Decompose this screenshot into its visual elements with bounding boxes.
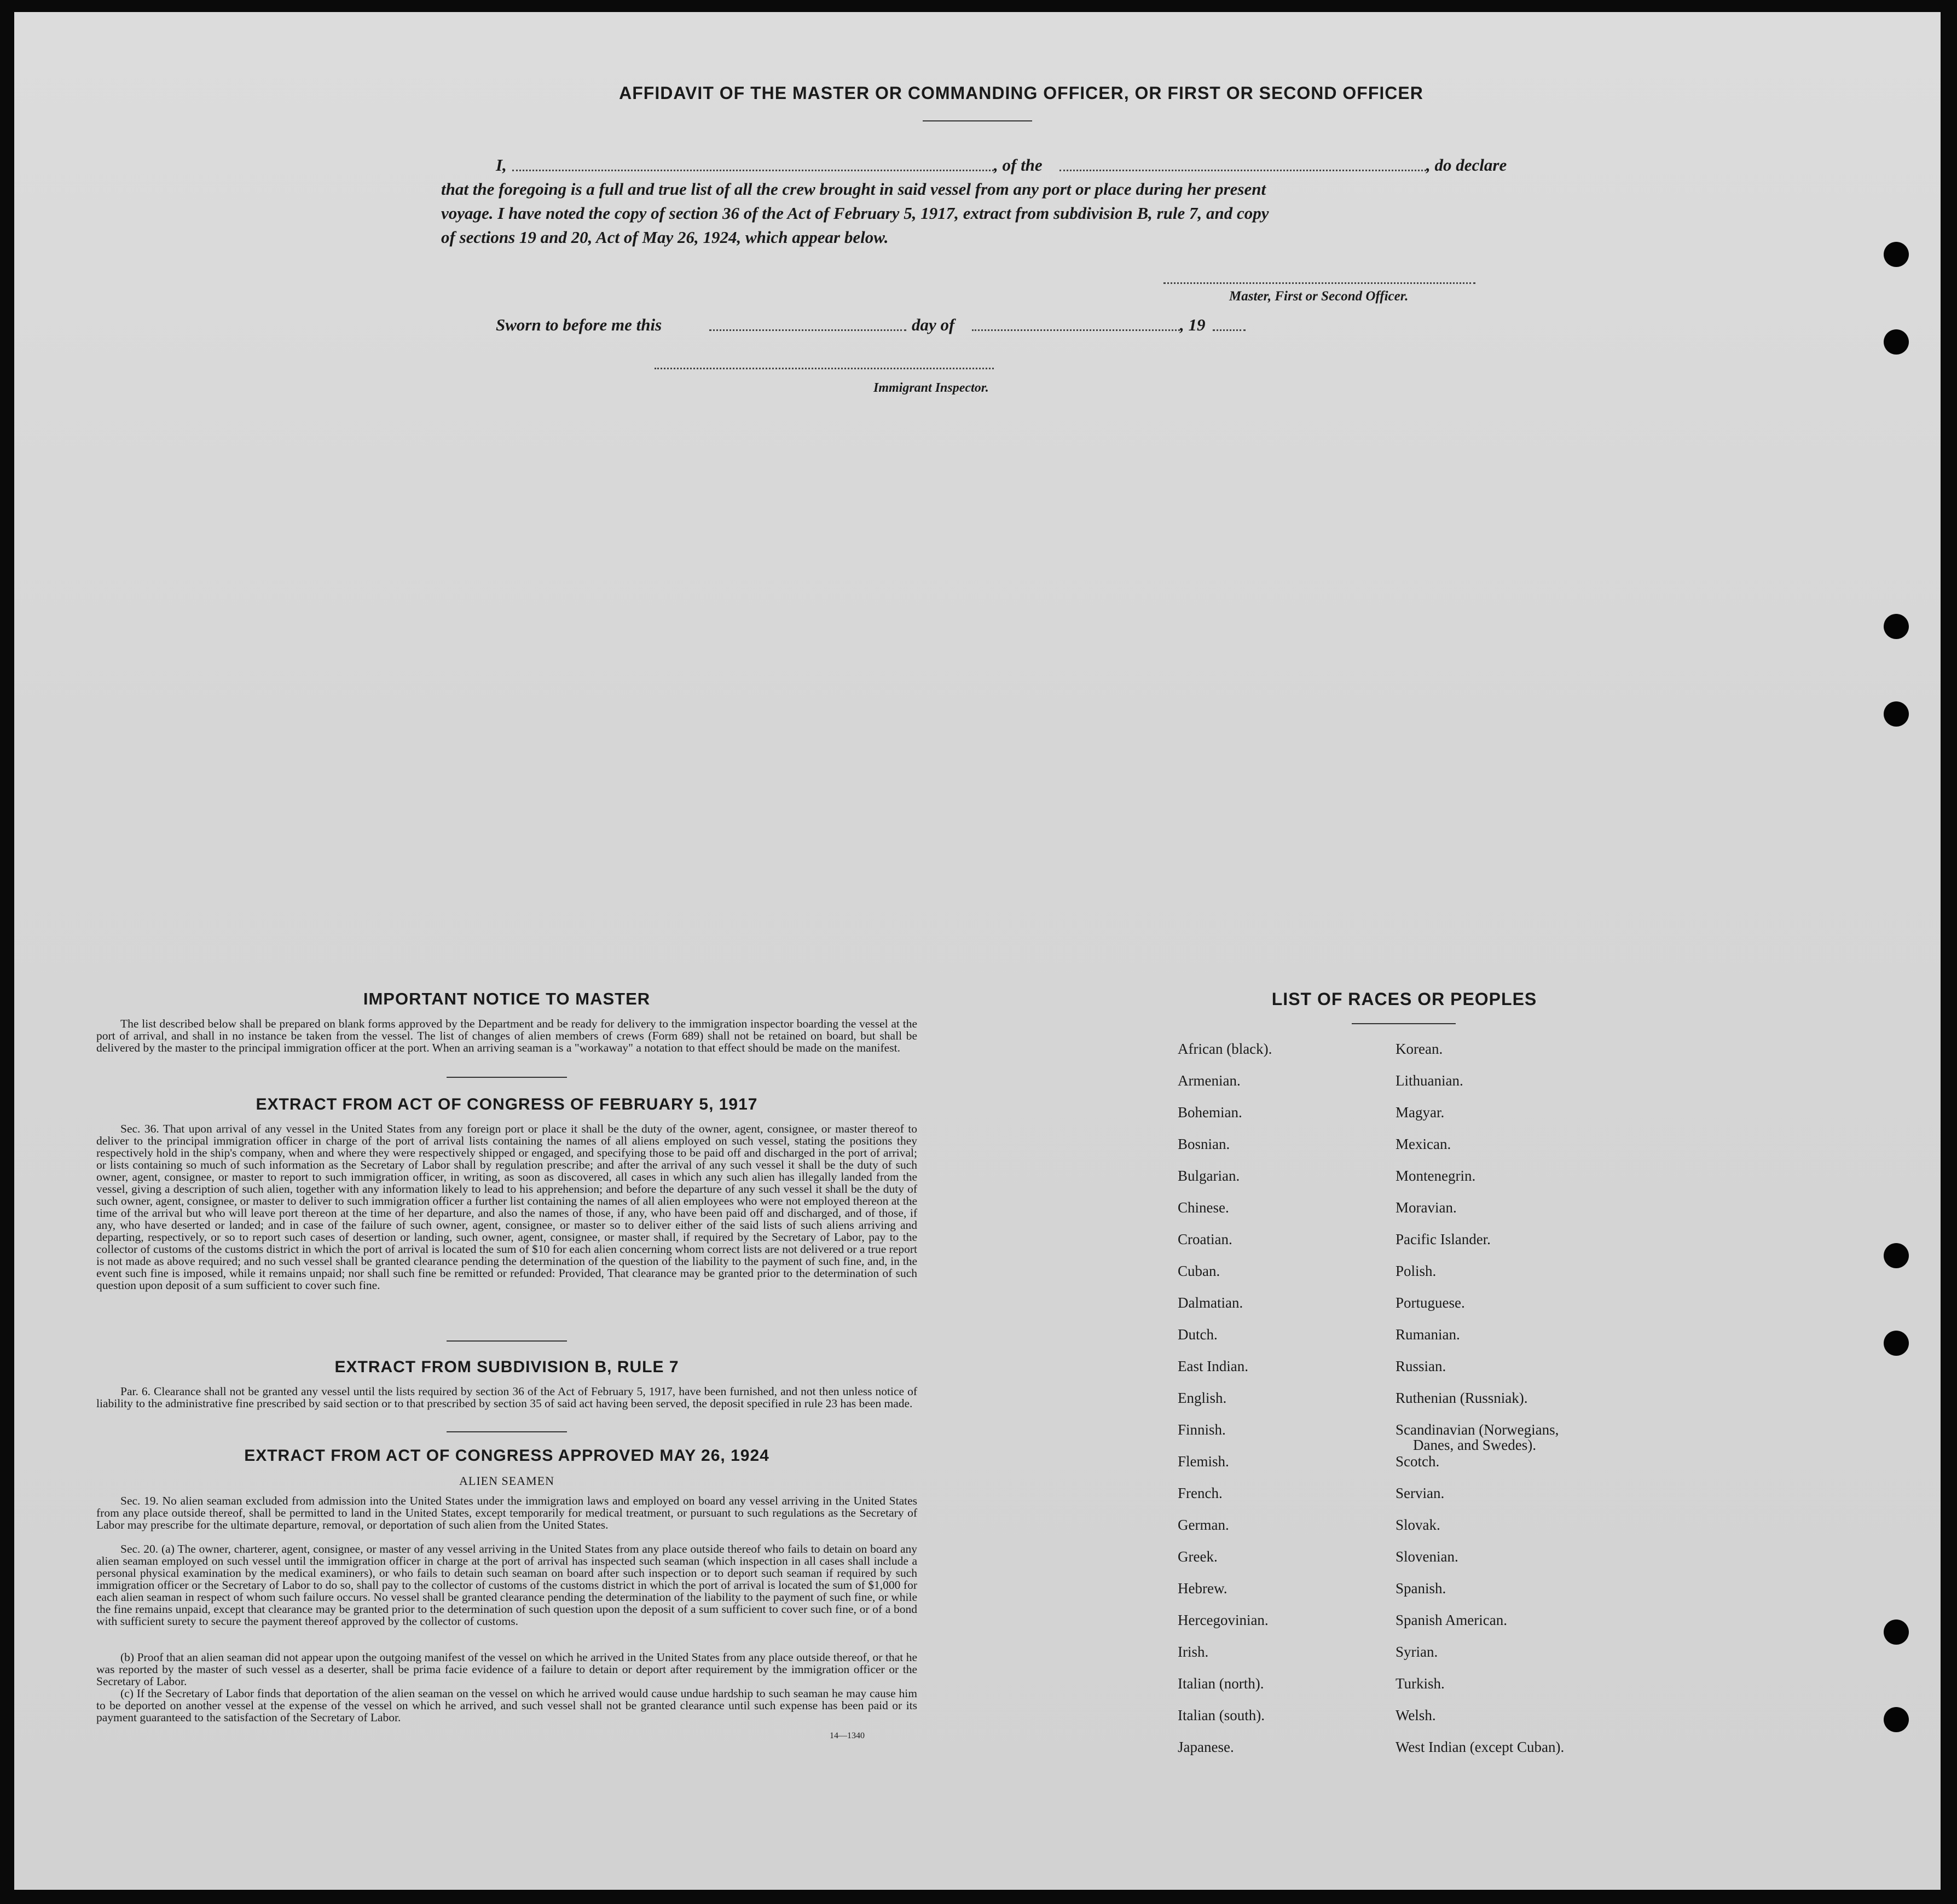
race-item: Italian (north). [1178, 1675, 1264, 1692]
race-item: Ruthenian (Russniak). [1396, 1390, 1528, 1406]
divider [447, 1340, 567, 1342]
race-item: Croatian. [1178, 1231, 1232, 1247]
day-of-label: day of [912, 315, 955, 334]
binder-hole [1884, 1331, 1909, 1356]
race-item: Moravian. [1396, 1199, 1457, 1216]
race-item: Spanish American. [1396, 1612, 1507, 1628]
race-item: Lithuanian. [1396, 1072, 1463, 1089]
vessel-blank[interactable] [1059, 170, 1426, 171]
sworn-day-blank[interactable] [709, 329, 906, 331]
race-item: Magyar. [1396, 1104, 1445, 1121]
race-item: French. [1178, 1485, 1223, 1501]
binder-hole [1884, 1243, 1909, 1268]
race-item: Russian. [1396, 1358, 1446, 1374]
race-item: Dutch. [1178, 1326, 1218, 1343]
divider [447, 1431, 567, 1432]
affidavit-i: I, [496, 155, 507, 175]
race-item: Spanish. [1396, 1580, 1446, 1597]
inspector-label: Immigrant Inspector. [873, 381, 989, 395]
inspector-signature-line[interactable] [655, 368, 994, 369]
race-item: West Indian (except Cuban). [1396, 1739, 1565, 1755]
race-item: German. [1178, 1517, 1229, 1533]
race-item: Finnish. [1178, 1421, 1226, 1438]
race-item: Greek. [1178, 1548, 1218, 1565]
sworn-year-blank[interactable] [1213, 329, 1246, 331]
race-item: Bohemian. [1178, 1104, 1242, 1121]
binder-hole [1884, 701, 1909, 727]
race-item: Bulgarian. [1178, 1168, 1240, 1184]
race-item: Polish. [1396, 1263, 1437, 1279]
year-label: , 19 [1180, 315, 1206, 334]
notice-title: IMPORTANT NOTICE TO MASTER [363, 989, 651, 1008]
form-number: 14—1340 [830, 1731, 865, 1740]
affidavit-do-declare: , do declare [1426, 155, 1507, 175]
binder-hole [1884, 1707, 1909, 1732]
race-item: Scandinavian (Norwegians, [1396, 1421, 1559, 1438]
race-item: Servian. [1396, 1485, 1445, 1501]
rule-7-body: Par. 6. Clearance shall not be granted any vessel until the lists required by section 36 of the Act of February 5, 1917, have been furnished, and not then unless notice of liability to the administrative fine prescribed by said section or to that prescribed by section 35 of said act having been served, the deposit specified in rule 23 has been made. [96, 1385, 917, 1410]
race-item: African (black). [1178, 1041, 1272, 1057]
affidavit-line-3: voyage. I have noted the copy of section 36 of the Act of February 5, 1917, extract from subdivision B, rule 7, and copy [441, 204, 1269, 223]
race-item: Pacific Islander. [1396, 1231, 1491, 1247]
race-item: Hercegovinian. [1178, 1612, 1269, 1628]
sec-20b-body: (b) Proof that an alien seaman did not appear upon the outgoing manifest of the vessel on which he arrived in the United States from any place outside thereof, or that he was reported by the master of such vessel as a deserter, shall be prima facie evidence of a failure to detain or deport after requirement by the immigration officer or the Secretary of Labor. [96, 1651, 917, 1688]
race-item: Italian (south). [1178, 1707, 1265, 1723]
binder-hole [1884, 329, 1909, 355]
sworn-month-blank[interactable] [972, 329, 1180, 331]
sec-20a-body: Sec. 20. (a) The owner, charterer, agent, consignee, or master of any vessel arriving in the United States from any place outside thereof who fails to detain on board any alien seaman employed on such vessel until the immigration officer in charge at the port of arrival has inspected such seaman (which inspection in all cases shall include a personal physical examination by the medical examiners), or who fails to detain such seaman on board after such inspection or to deport such seaman if required by such immigration officer or the Secretary of Labor to do so, shall pay to the collector of customs of the customs district in which the port of arrival is located the sum of $1,000 for each alien seaman in respect of whom such failure occurs. No vessel shall be granted clearance pending the determination of the liability to the payment of such fine, or while the fine remains unpaid, except that clearance may be granted prior to the determination of such question upon the deposit of a sum sufficient to cover such fine, or of a bond with sufficient surety to secure the payment thereof approved by the collector of customs. [96, 1542, 917, 1628]
name-blank[interactable] [512, 170, 994, 171]
affidavit-line-2: that the foregoing is a full and true list of all the crew brought in said vessel from any port or place during her present [441, 179, 1266, 199]
document-page [14, 12, 1941, 1890]
affidavit-title: AFFIDAVIT OF THE MASTER OR COMMANDING OFFICER, OR FIRST OR SECOND OFFICER [619, 83, 1423, 103]
race-item: Mexican. [1396, 1136, 1451, 1152]
divider [447, 1077, 567, 1078]
binder-hole [1884, 242, 1909, 267]
race-item: Bosnian. [1178, 1136, 1230, 1152]
race-item: Irish. [1178, 1644, 1209, 1660]
race-item: Korean. [1396, 1041, 1443, 1057]
master-signature-label: Master, First or Second Officer. [1229, 289, 1409, 304]
master-signature-line[interactable] [1163, 282, 1475, 284]
race-item: Cuban. [1178, 1263, 1220, 1279]
race-item: Scotch. [1396, 1453, 1440, 1470]
race-item-continuation: Danes, and Swedes). [1413, 1437, 1536, 1453]
race-item: Rumanian. [1396, 1326, 1460, 1343]
extract-1917-body: Sec. 36. That upon arrival of any vessel in the United States from any foreign port or place it shall be the duty of the owner, agent, consignee, or master thereof to deliver to the principal immigration officer in charge of the port of arrival lists containing the names of all aliens employed on such vessel, stating the positions they respectively hold in the ship's company, when and where they were respectively shipped or engaged, and specifying those to be paid off and discharged in the port of arrival; or lists containing so much of such information as the Secretary of Labor shall by regulation prescribe; and after the arrival of any such vessel it shall be the duty of such owner, agent, consignee, or master to report to such immigration officer, in writing, as soon as discovered, all cases in which any such alien has illegally landed from the vessel, giving a description of such alien, together with any information likely to lead to his apprehension; and before the departure of any such vessel it shall be the duty of such owner, agent, consignee, or master to deliver to such immigration officer a further list containing the names of all alien employees who were not employed thereon at the time of the arrival but who will leave port thereon at the time of her departure, and also the names of those, if any, who have been paid off and discharged, and of those, if any, who have deserted or landed; and in case of the failure of such owner, agent, consignee, or master so to deliver either of the said lists of such aliens arriving and departing, respectively, or so to report such cases of desertion or landing, such owner, agent, consignee, or master shall, if required by the Secretary of Labor, pay to the collector of customs of the customs district in which the port of arrival is located the sum of $10 for each alien concerning whom correct lists are not delivered or a true report is not made as above required; and no such vessel shall be granted clearance pending the determination of the question of the liability to the payment of such fine, and, in the event such fine is imposed, while it remains unpaid; nor shall such fine be remitted or refunded: Provided, That clearance may be granted prior to the determination of such question upon deposit of a sum sufficient to cover such fine. [96, 1122, 917, 1292]
title-underline [923, 120, 1032, 121]
race-item: Slovak. [1396, 1517, 1440, 1533]
sec-20c-body: (c) If the Secretary of Labor finds that deportation of the alien seaman on the vessel on which he arrived would cause undue hardship to such seaman he may cause him to be deported on another vessel at the expense of the vessel on which he arrived, and such vessel shall not be granted clearance until such expense has been paid or its payment guaranteed to the satisfaction of the Secretary of Labor. [96, 1687, 917, 1724]
races-title: LIST OF RACES OR PEOPLES [1271, 989, 1537, 1009]
extract-1924-title: EXTRACT FROM ACT OF CONGRESS APPROVED MAY 26, 1924 [244, 1447, 769, 1465]
races-title-underline [1352, 1023, 1456, 1024]
affidavit-of-the: , of the [994, 155, 1043, 175]
binder-hole [1884, 1619, 1909, 1645]
sworn-label: Sworn to before me this [496, 315, 662, 334]
race-item: Slovenian. [1396, 1548, 1458, 1565]
notice-body: The list described below shall be prepared on blank forms approved by the Department and be ready for delivery to the immigration inspector boarding the vessel at the port of arrival, and shall in no instance be taken from the vessel. The list of changes of alien members of crews (Form 689) shall not be retained on board, but shall be delivered by the master to the principal immigration officer at the port. When an arriving seaman is a "workaway" a notation to that effect should be made on the manifest. [96, 1017, 917, 1054]
race-item: Japanese. [1178, 1739, 1234, 1755]
alien-seamen-subtitle: ALIEN SEAMEN [459, 1474, 554, 1488]
binder-hole [1884, 614, 1909, 639]
race-item: Armenian. [1178, 1072, 1241, 1089]
race-item: East Indian. [1178, 1358, 1248, 1374]
race-item: Hebrew. [1178, 1580, 1228, 1597]
race-item: Welsh. [1396, 1707, 1436, 1723]
extract-1917-title: EXTRACT FROM ACT OF CONGRESS OF FEBRUARY 5, 1917 [256, 1095, 758, 1113]
race-item: Dalmatian. [1178, 1295, 1243, 1311]
race-item: Portuguese. [1396, 1295, 1465, 1311]
race-item: Montenegrin. [1396, 1168, 1476, 1184]
sec-19-body: Sec. 19. No alien seaman excluded from admission into the United States under the immigration laws and employed on board any vessel arriving in the United States from any place outside thereof, shall be permitted to land in the United States, except temporarily for medical treatment, or pursuant to such regulations as the Secretary of Labor may prescribe for the ultimate departure, removal, or deportation of such alien from the United States. [96, 1494, 917, 1531]
race-item: Flemish. [1178, 1453, 1229, 1470]
race-item: Syrian. [1396, 1644, 1438, 1660]
affidavit-line-4: of sections 19 and 20, Act of May 26, 1924, which appear below. [441, 228, 889, 247]
race-item: Chinese. [1178, 1199, 1229, 1216]
race-item: English. [1178, 1390, 1227, 1406]
race-item: Turkish. [1396, 1675, 1445, 1692]
rule-7-title: EXTRACT FROM SUBDIVISION B, RULE 7 [334, 1358, 679, 1376]
